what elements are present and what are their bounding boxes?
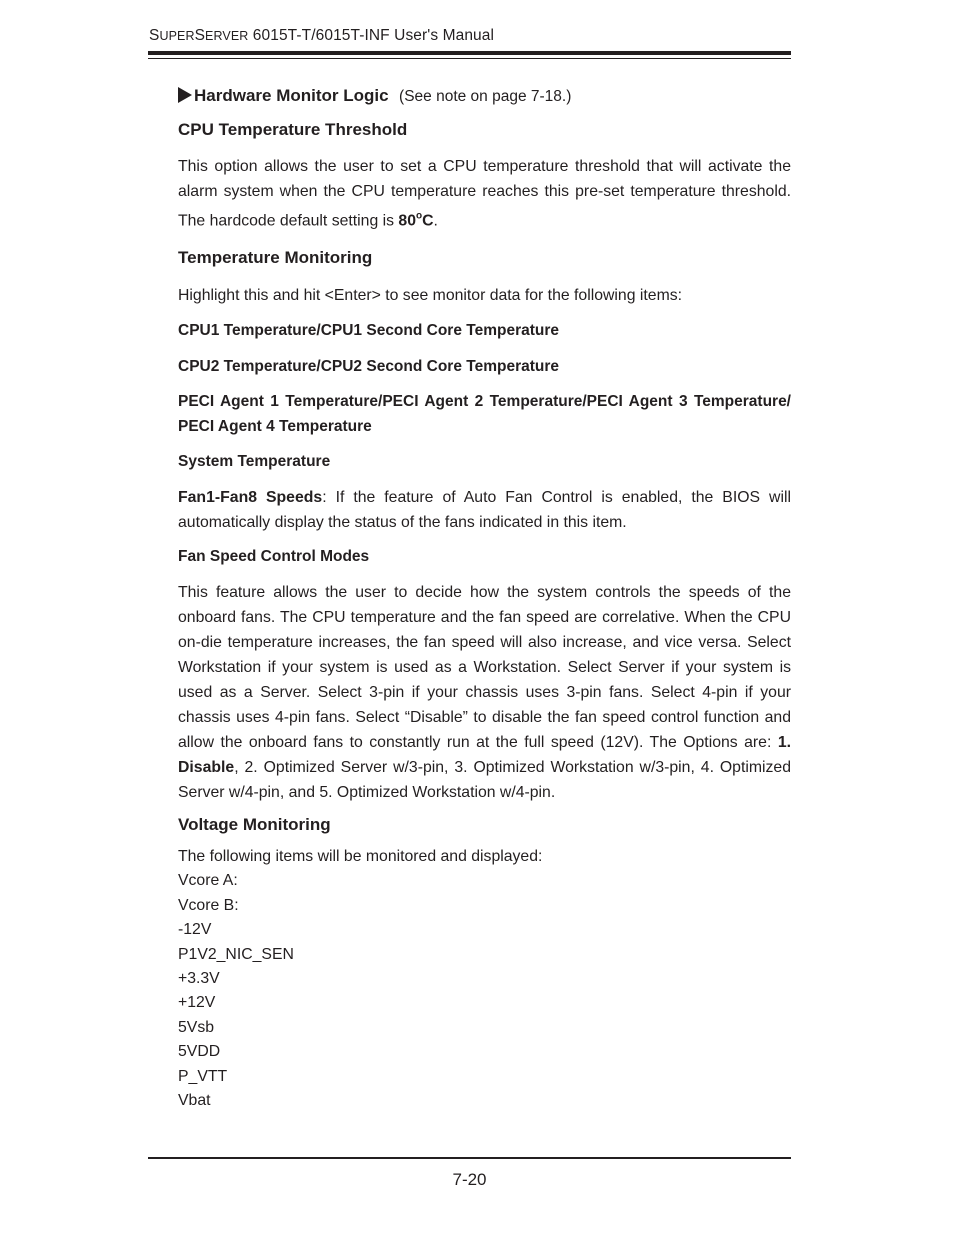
default-value: 80 <box>398 212 416 230</box>
cpu-threshold-text: This option allows the user to set a CPU temperature threshold that will activate the alarm system when the CPU temperature reaches this pre-set temperature threshold. The hardcode default setting is <box>178 158 791 230</box>
cpu-threshold-period: . <box>433 212 438 230</box>
header-title-s1: S <box>149 27 160 44</box>
running-header <box>149 27 494 45</box>
voltage-item: -12V <box>178 921 212 939</box>
fan-modes-options: , 2. Optimized Server w/3-pin, 3. Optimized Workstation w/3-pin, 4. Optimized Server w/4-pin, and 5. Optimized Workstation w/4-pin. <box>178 759 791 801</box>
voltage-item: Vcore A: <box>178 872 238 890</box>
cpu-threshold-body <box>178 154 791 233</box>
header-rule-thin <box>148 58 791 59</box>
triangle-bullet-icon <box>178 87 192 103</box>
voltage-item: P1V2_NIC_SEN <box>178 945 294 963</box>
fan-modes-default: 1. Disable <box>178 734 791 776</box>
section-note: (See note on page 7-18.) <box>399 88 572 105</box>
degree-symbol: o <box>416 211 423 222</box>
footer-rule <box>148 1157 791 1159</box>
cpu-threshold-heading: CPU Temperature Threshold <box>178 120 408 139</box>
default-unit: C <box>422 212 434 230</box>
fan-speeds-text: : If the feature of Auto Fan Control is enabled, the BIOS will automatically display the status of the fans indicated in this item. <box>178 489 791 531</box>
voltage-item: 5VDD <box>178 1043 221 1061</box>
temp-monitoring-intro: Highlight this and hit <Enter> to see monitor data for the following items: <box>178 287 683 304</box>
cpu1-temp-item: CPU1 Temperature/CPU1 Second Core Temperature <box>178 322 560 339</box>
system-temp-item: System Temperature <box>178 453 331 470</box>
voltage-intro: The following items will be monitored and displayed: <box>178 848 543 865</box>
voltage-item: Vcore B: <box>178 896 239 914</box>
peci-temp-item: PECI Agent 1 Temperature/PECI Agent 2 Temperature/PECI Agent 3 Temperature/ PECI Agent 4 Temperature <box>178 393 791 435</box>
section-heading <box>178 86 791 106</box>
fan-speeds-paragraph <box>178 485 791 535</box>
header-title-s2: UPER <box>159 29 195 43</box>
voltage-item: 5Vsb <box>178 1018 215 1036</box>
voltage-item: P_VTT <box>178 1067 228 1085</box>
voltage-item: +3.3V <box>178 970 220 988</box>
voltage-item: +12V <box>178 994 216 1012</box>
fan-modes-paragraph <box>178 580 791 805</box>
fan-speeds-label: Fan1-Fan8 Speeds <box>178 489 323 506</box>
page-number: 7-20 <box>452 1170 487 1189</box>
fan-modes-heading: Fan Speed Control Modes <box>178 548 370 565</box>
header-title-s3: S <box>194 27 206 44</box>
header-rule-thick <box>148 51 791 55</box>
header-title-s4: ERVER <box>205 29 249 43</box>
voltage-list <box>178 845 791 1113</box>
voltage-item: Vbat <box>178 1092 211 1110</box>
header-title-rest: 6015T-T/6015T-INF User's Manual <box>248 27 495 44</box>
temp-monitoring-heading: Temperature Monitoring <box>178 248 373 267</box>
cpu2-temp-item: CPU2 Temperature/CPU2 Second Core Temperature <box>178 358 560 375</box>
section-title: Hardware Monitor Logic <box>194 86 389 105</box>
voltage-heading: Voltage Monitoring <box>178 815 331 834</box>
fan-modes-text: This feature allows the user to decide how the system controls the speeds of the onboard fans. The CPU temperature and the fan speed are correlative. When the CPU on-die temperature increases, the fan speed will also increase, and vice versa. Select Workstation if your system is used as a Workstation. Select Server if your system is used as a Server. Select 3-pin if your chassis uses 3-pin fans. Select 4-pin if your chassis uses 4-pin fans. Select “Disable” to disable the fan speed control function and allow the onboard fans to constantly run at the full speed (12V). The Options are: <box>178 584 791 751</box>
